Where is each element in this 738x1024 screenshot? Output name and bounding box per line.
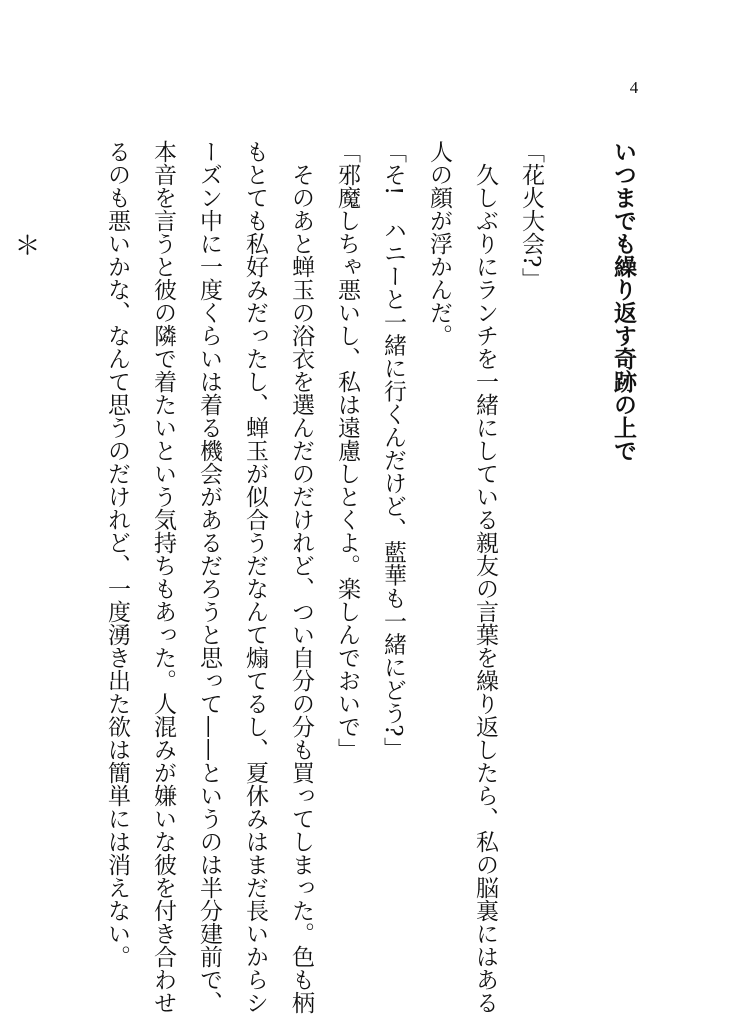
text-line-6: そのあと蝉玉の浴衣を選んだのだけれど、つい自分の分も買ってしまった。色も柄 [288, 140, 314, 1014]
text-line-4: 「そ! ハニーと一緒に行くんだけど、藍華も一緒にどう?」 [380, 140, 406, 760]
page-number: 4 [629, 78, 639, 97]
text-line-2: 久しぶりにランチを一緒にしている親友の言葉を繰り返したら、私の脳裏にはある [472, 140, 498, 1014]
text-line-8: ーズン中に一度くらいは着る機会があるだろうと思って——というのは半分建前で、 [196, 140, 222, 1014]
text-line-9: 本音を言うと彼の隣で着たいという気持ちもあった。人混みが嫌いな彼を付き合わせ [150, 140, 176, 1014]
text-line-7: もとても私好みだったし、蝉玉が似合うだなんて煽てるし、夏休みはまだ長いからシ [242, 140, 268, 1014]
text-line-5: 「邪魔しちゃ悪いし、私は遠慮しとくよ。楽しんでおいで」 [334, 140, 360, 761]
text-line-10: るのも悪いかな、なんて思うのだけれど、一度湧き出た欲は簡単には消えない。 [104, 140, 130, 968]
vertical-text-body [0, 140, 646, 1014]
blank-line [48, 140, 94, 940]
text-line-3: 人の顔が浮かんだ。 [426, 140, 452, 347]
text-line-1: 「花火大会?」 [518, 140, 544, 291]
blank-line [0, 140, 2, 940]
chapter-title: いつまでも繰り返す奇跡の上で [610, 140, 637, 462]
scene-break-asterisk: ＊ [10, 232, 40, 258]
blank-line [554, 140, 600, 940]
